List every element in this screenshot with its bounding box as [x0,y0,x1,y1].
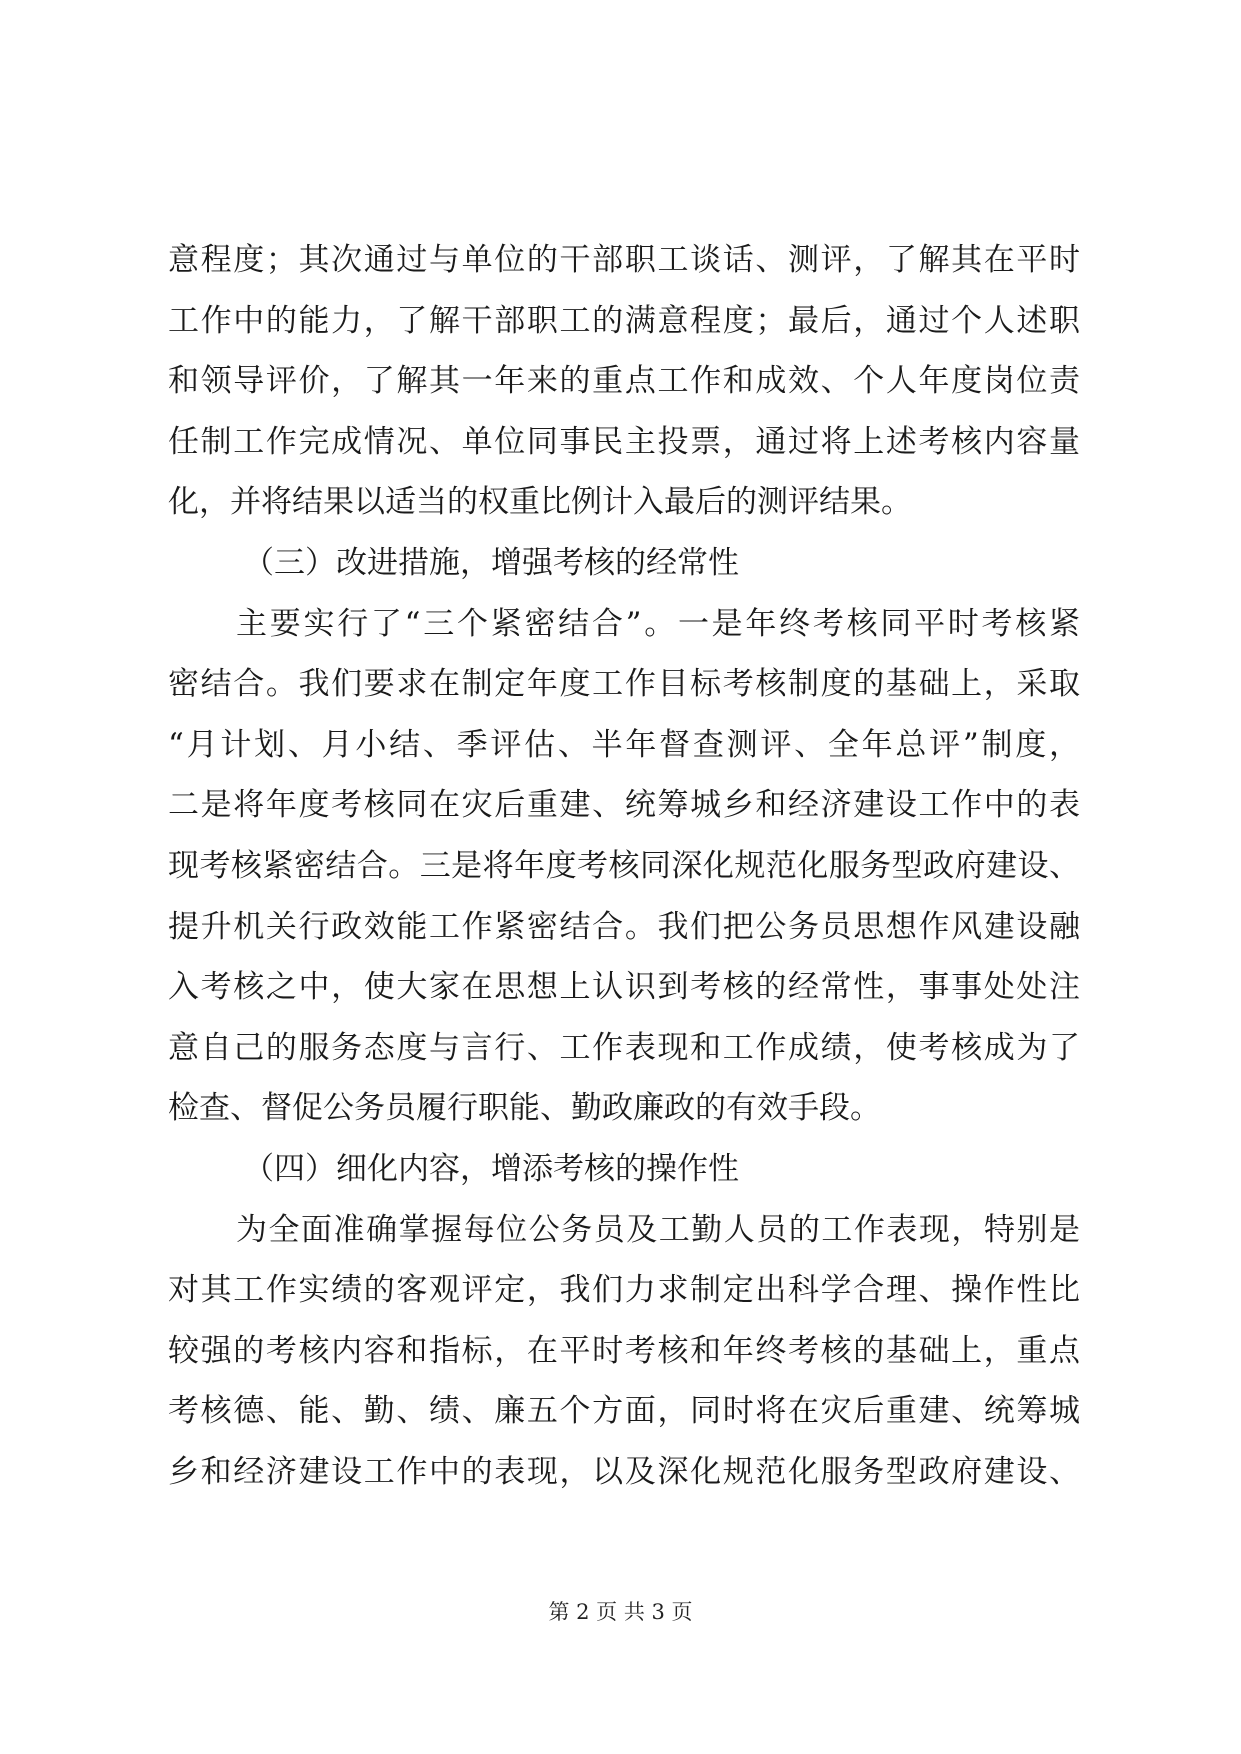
paragraph-line: 意程度；其次通过与单位的干部职工谈话、测评，了解其在平时 [168,242,1080,278]
paragraph-line: 考核德、能、勤、绩、廉五个方面，同时将在灾后重建、统筹城 [168,1393,1080,1430]
paragraph-line: 密结合。我们要求在制定年度工作目标考核制度的基础上，采取 [168,666,1080,703]
section-heading-three: （三）改进措施，增强考核的经常性 [243,544,739,581]
paragraph-line: 化，并将结果以适当的权重比例计入最后的测评结果。 [168,484,912,521]
paragraph-line: “月计划、月小结、季评估、半年督查测评、全年总评”制度， [168,726,1080,763]
paragraph-line: 现考核紧密结合。三是将年度考核同深化规范化服务型政府建设、 [168,847,1080,884]
paragraph-line: 入考核之中，使大家在思想上认识到考核的经常性，事事处处注 [168,969,1080,1006]
page-number-footer: 第 2 页 共 3 页 [548,1600,693,1624]
section-heading-four: （四）细化内容，增添考核的操作性 [243,1150,739,1187]
paragraph-line: 检查、督促公务员履行职能、勤政廉政的有效手段。 [168,1090,881,1127]
paragraph-line: 工作中的能力，了解干部职工的满意程度；最后，通过个人述职 [168,302,1080,339]
body-text [168,230,1080,1502]
paragraph-line: 为全面准确掌握每位公务员及工勤人员的工作表现，特别是 [236,1211,1080,1248]
paragraph-line: 意自己的服务态度与言行、工作表现和工作成绩，使考核成为了 [168,1029,1080,1066]
paragraph-line: 提升机关行政效能工作紧密结合。我们把公务员思想作风建设融 [168,908,1080,945]
paragraph-line: 较强的考核内容和指标，在平时考核和年终考核的基础上，重点 [168,1332,1080,1369]
paragraph-line: 任制工作完成情况、单位同事民主投票，通过将上述考核内容量 [168,423,1080,460]
paragraph-line: 乡和经济建设工作中的表现，以及深化规范化服务型政府建设、 [168,1453,1080,1490]
paragraph-line: 主要实行了“三个紧密结合”。一是年终考核同平时考核紧 [236,605,1080,642]
paragraph-line: 对其工作实绩的客观评定，我们力求制定出科学合理、操作性比 [168,1272,1080,1309]
paragraph-line: 和领导评价，了解其一年来的重点工作和成效、个人年度岗位责 [168,363,1080,400]
paragraph-line: 二是将年度考核同在灾后重建、统筹城乡和经济建设工作中的表 [168,787,1080,824]
